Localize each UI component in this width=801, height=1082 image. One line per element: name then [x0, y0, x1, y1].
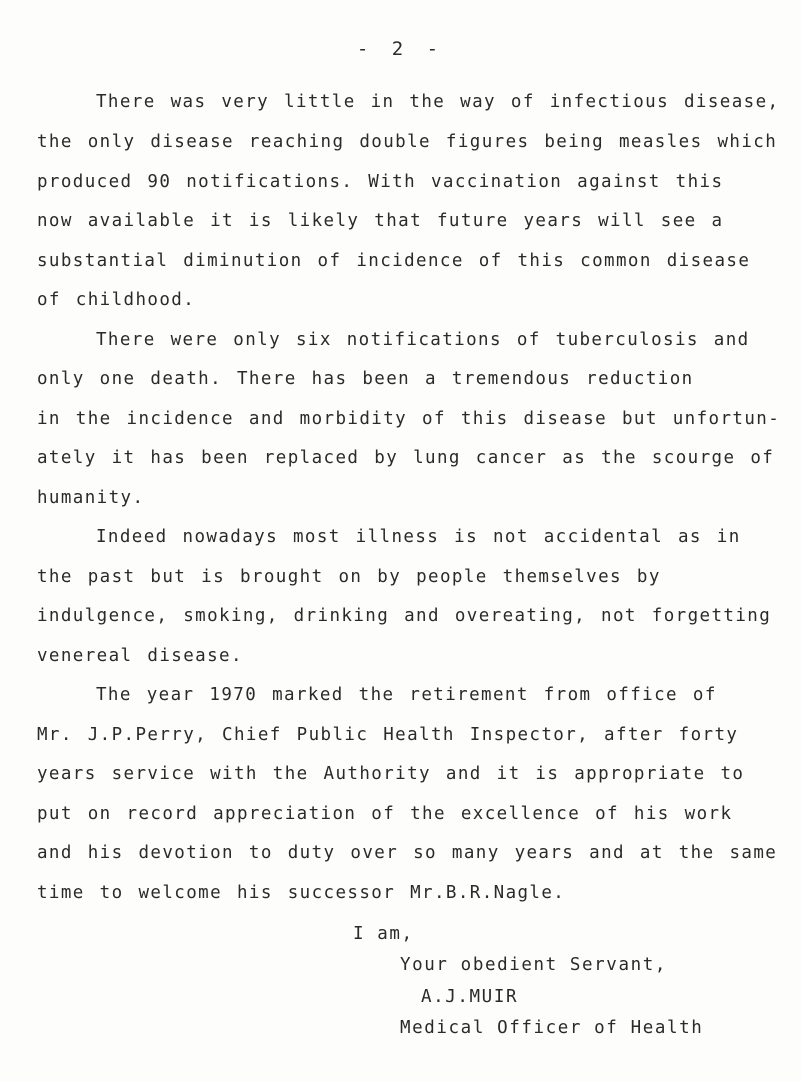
closing-salutation: I am, [353, 924, 414, 944]
paragraph-4-line-5: and his devotion to duty over so many years and at the same [37, 843, 778, 863]
paragraph-4-line-6: time to welcome his successor Mr.B.R.Nagle. [37, 883, 566, 903]
paragraph-2-line-1: There were only six notifications of tuberculosis and [96, 330, 750, 350]
paragraph-1-line-2: the only disease reaching double figures being measles which [37, 132, 778, 152]
paragraph-1-line-4: now available it is likely that future years will see a [37, 211, 724, 231]
signatory-title: Medical Officer of Health [400, 1018, 704, 1038]
paragraph-3-line-3: indulgence, smoking, drinking and overeating, not forgetting [37, 606, 772, 626]
paragraph-1-line-5: substantial diminution of incidence of this common disease [37, 251, 751, 271]
paragraph-3-line-1: Indeed nowadays most illness is not accidental as in [96, 527, 741, 547]
paragraph-4-line-4: put on record appreciation of the excellence of his work [37, 804, 733, 824]
paragraph-4-line-1: The year 1970 marked the retirement from office of [96, 685, 717, 705]
paragraph-2-line-3: in the incidence and morbidity of this disease but unfortun- [37, 409, 781, 429]
paragraph-2-line-2: only one death. There has been a tremendous reduction [37, 369, 694, 389]
paragraph-3-line-4: venereal disease. [37, 646, 243, 666]
paragraph-1-line-6: of childhood. [37, 290, 196, 310]
paragraph-2-line-5: humanity. [37, 488, 145, 508]
closing-valediction: Your obedient Servant, [400, 955, 667, 975]
paragraph-1-line-3: produced 90 notifications. With vaccination against this [37, 172, 724, 192]
paragraph-1-line-1: There was very little in the way of infectious disease, [96, 92, 780, 112]
paragraph-4-line-3: years service with the Authority and it is appropriate to [37, 764, 745, 784]
paragraph-2-line-4: ately it has been replaced by lung cancer as the scourge of [37, 448, 775, 468]
signatory-name: A.J.MUIR [421, 987, 519, 1007]
page-number: - 2 - [356, 38, 445, 60]
paragraph-3-line-2: the past but is brought on by people themselves by [37, 567, 661, 587]
paragraph-4-line-2: Mr. J.P.Perry, Chief Public Health Inspector, after forty [37, 725, 739, 745]
